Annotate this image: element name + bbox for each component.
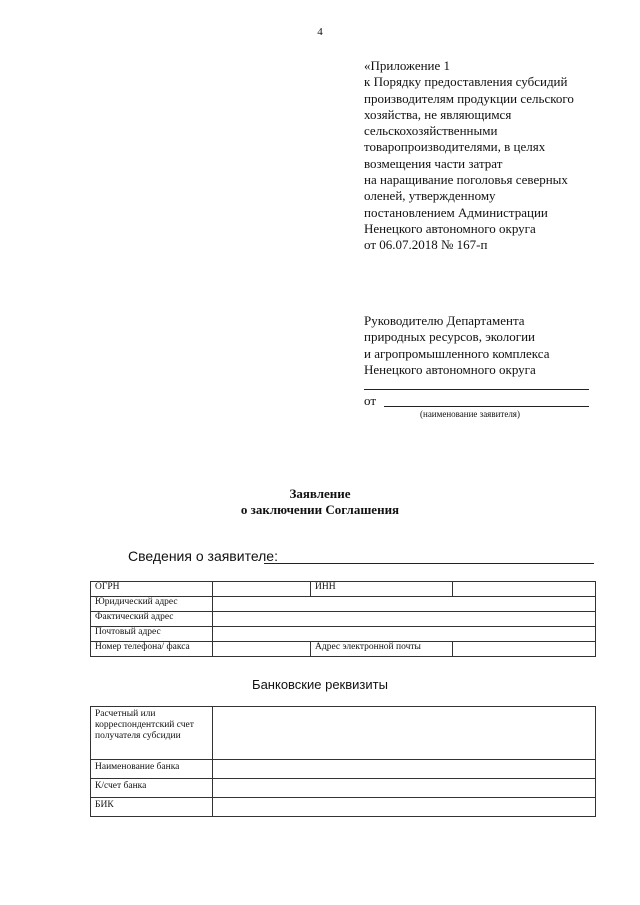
appendix-line: хозяйства, не являющимся [364, 106, 512, 122]
table-row [91, 612, 596, 627]
from-label: от [364, 393, 377, 408]
appendix-line: производителям продукции сельского [364, 90, 574, 106]
appendix-line: товаропроизводителями, в целях [364, 139, 546, 155]
title-line: Заявление [289, 486, 351, 501]
applicant-name-caption: (наименование заявителя) [420, 409, 520, 419]
phone-fax-label: Номер телефона/ факса [91, 642, 213, 657]
legal-address-field[interactable] [213, 597, 596, 612]
addressee-line: Ненецкого автономного округа [364, 361, 536, 377]
appendix-line: «Приложение 1 [364, 58, 451, 73]
appendix-line: сельскохозяйственными [364, 123, 498, 139]
actual-address-label: Фактический адрес [91, 612, 213, 627]
applicant-table [90, 581, 596, 657]
bank-name-field[interactable] [213, 760, 596, 779]
actual-address-field[interactable] [213, 612, 596, 627]
email-field[interactable] [453, 642, 596, 657]
ogrn-field[interactable] [213, 582, 311, 597]
bik-label: БИК [91, 798, 213, 817]
corr-account-label: К/счет банка [91, 779, 213, 798]
bank-details-table [90, 706, 596, 817]
account-field[interactable] [213, 707, 596, 760]
table-row [91, 798, 596, 817]
appendix-line: к Порядку предоставления субсидий [364, 74, 568, 90]
table-row [91, 627, 596, 642]
table-row [91, 707, 596, 760]
postal-address-field[interactable] [213, 627, 596, 642]
email-label: Адрес электронной почты [311, 642, 453, 657]
appendix-line: на наращивание поголовья северных [364, 172, 568, 188]
ogrn-label: ОГРН [91, 582, 213, 597]
table-row [91, 582, 596, 597]
table-row [91, 760, 596, 779]
phone-fax-field[interactable] [213, 642, 311, 657]
appendix-line: возмещения части затрат [364, 155, 503, 171]
inn-field[interactable] [453, 582, 596, 597]
account-label: Расчетный или корреспондентский счет получателя субсидии [91, 707, 213, 760]
subtitle-line: о заключении Соглашения [240, 502, 400, 517]
addressee-line: природных ресурсов, экологии [364, 329, 535, 345]
page-number: 4 [317, 26, 323, 38]
bank-details-title: Банковские реквизиты [252, 677, 388, 692]
appendix-line: оленей, утвержденному [364, 188, 496, 204]
inn-label: ИНН [311, 582, 453, 597]
applicant-name-line[interactable] [384, 406, 589, 407]
addressee-block [364, 313, 624, 378]
table-row [91, 597, 596, 612]
applicant-info-line[interactable] [264, 563, 594, 564]
addressee-line: и агропромышленного комплекса [364, 345, 550, 361]
applicant-info-label: Сведения о заявителе: [128, 548, 278, 564]
appendix-header [364, 58, 624, 254]
appendix-line: Ненецкого автономного округа [364, 220, 536, 236]
legal-address-label: Юридический адрес [91, 597, 213, 612]
appendix-line: от 06.07.2018 № 167-п [364, 237, 488, 253]
table-row [91, 779, 596, 798]
signature-line[interactable] [364, 389, 589, 390]
table-row [91, 642, 596, 657]
appendix-line: постановлением Администрации [364, 204, 548, 220]
corr-account-field[interactable] [213, 779, 596, 798]
bank-name-label: Наименование банка [91, 760, 213, 779]
document-title [0, 486, 640, 518]
addressee-line: Руководителю Департамента [364, 313, 525, 328]
bik-field[interactable] [213, 798, 596, 817]
postal-address-label: Почтовый адрес [91, 627, 213, 642]
